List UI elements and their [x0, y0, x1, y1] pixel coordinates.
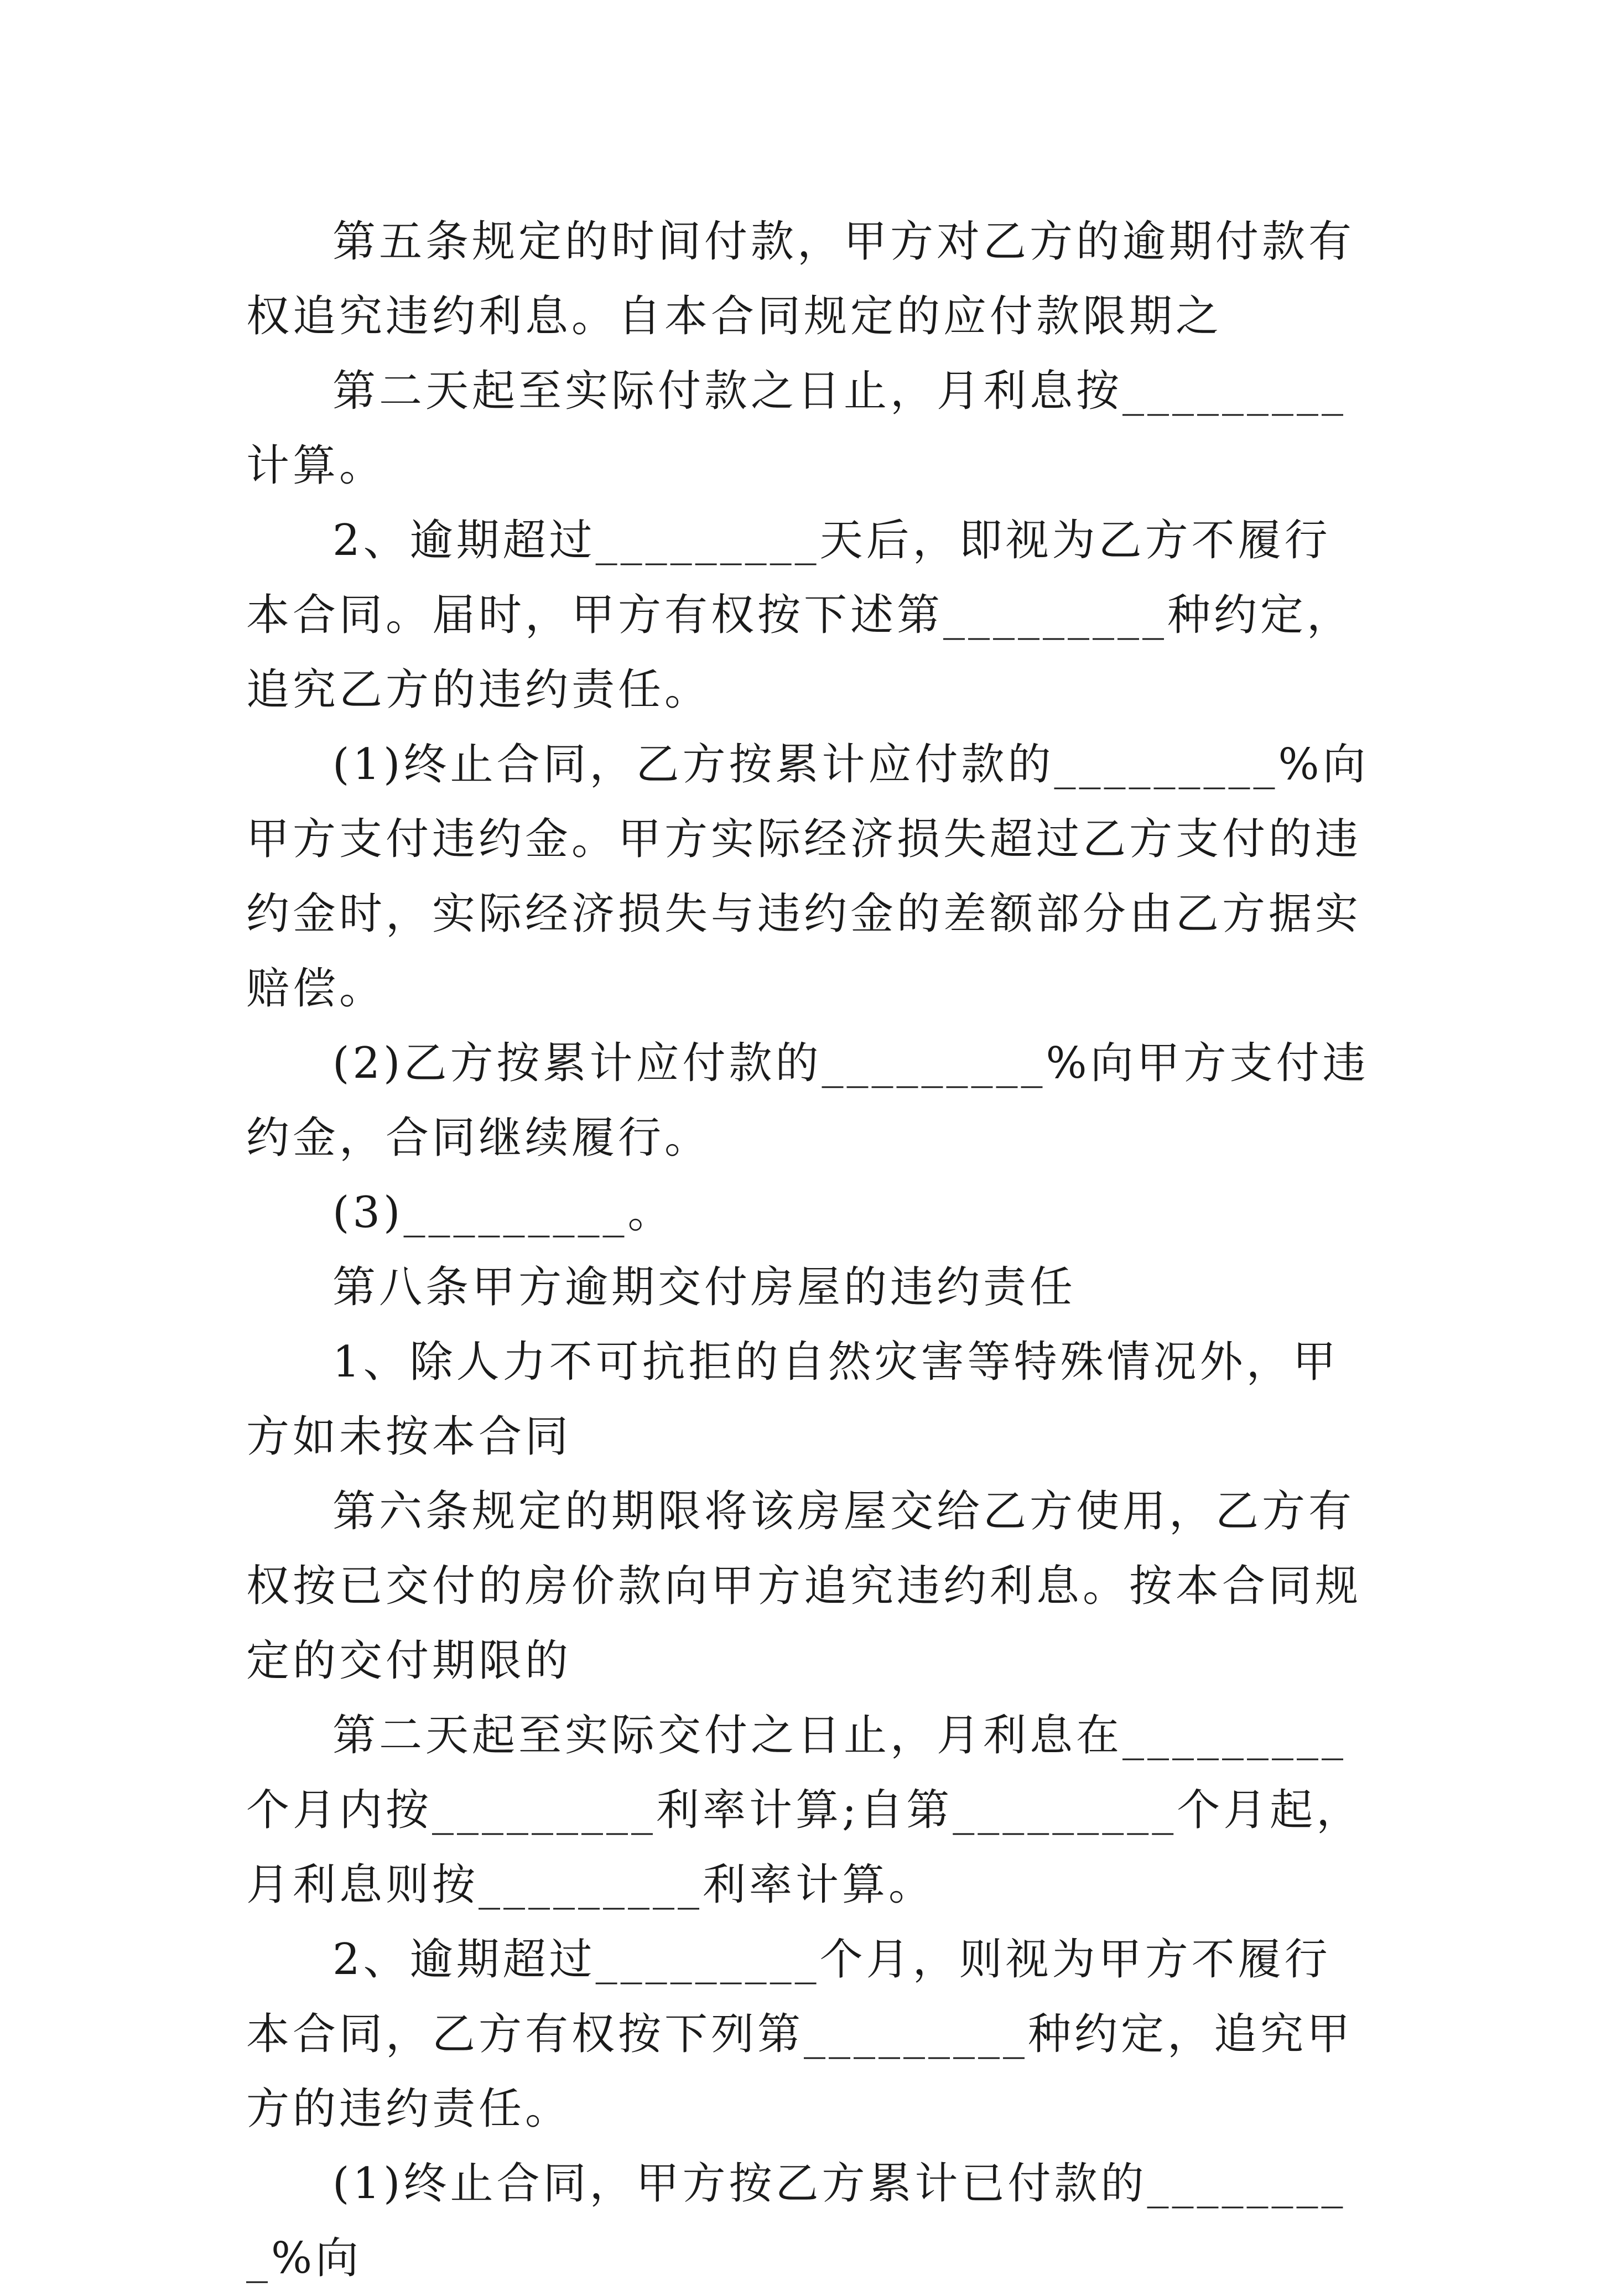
paragraph-force-majeure: 1、除人力不可抗拒的自然灾害等特殊情况外，甲方如未按本合同 — [246, 1337, 1339, 1462]
paragraph-option-1-terminate: (1)终止合同，乙方按累计应付款的_________%向甲方支付违约金。甲方实际经济损失超过乙方支付的违约金时，实际经济损失与违约金的差额部分由乙方据实赔偿。 — [246, 740, 1369, 1014]
paragraph-monthly-interest-rate: 第二天起至实际付款之日止，月利息按_________计算。 — [246, 366, 1347, 491]
article-8-heading: 第八条甲方逾期交付房屋的违约责任 — [332, 1263, 1077, 1312]
paragraph-overdue-payment-interest: 第五条规定的时间付款，甲方对乙方的逾期付款有权追究违约利息。自本合同规定的应付款限期之 — [246, 217, 1355, 341]
paragraph-overdue-days-breach: 2、逾期超过_________天后，即视为乙方不履行本合同。届时，甲方有权按下述第_________种约定，追究乙方的违约责任。 — [246, 516, 1354, 715]
paragraph-delivery-interest: 第二天起至实际交付之日止，月利息在_________个月内按_________利率计算;自第_________个月起，月利息则按_________利率计算。 — [246, 1711, 1363, 1910]
paragraph-seller-terminate: (1)终止合同，甲方按乙方累计已付款的_________%向 — [246, 2159, 1347, 2283]
paragraph-option-3: (3)_________。 — [332, 1188, 674, 1238]
paragraph-option-2-continue: (2)乙方按累计应付款的_________%向甲方支付违约金，合同继续履行。 — [246, 1038, 1369, 1163]
paragraph-overdue-months-breach: 2、逾期超过_________个月，则视为甲方不履行本合同，乙方有权按下列第_________种约定，追究甲方的违约责任。 — [246, 1935, 1354, 2134]
paragraph-delivery-deadline: 第六条规定的期限将该房屋交给乙方使用，乙方有权按已交付的房价款向甲方追究违约利息。按本合同规定的交付期限的 — [246, 1487, 1362, 1686]
document-body — [246, 205, 1375, 2296]
